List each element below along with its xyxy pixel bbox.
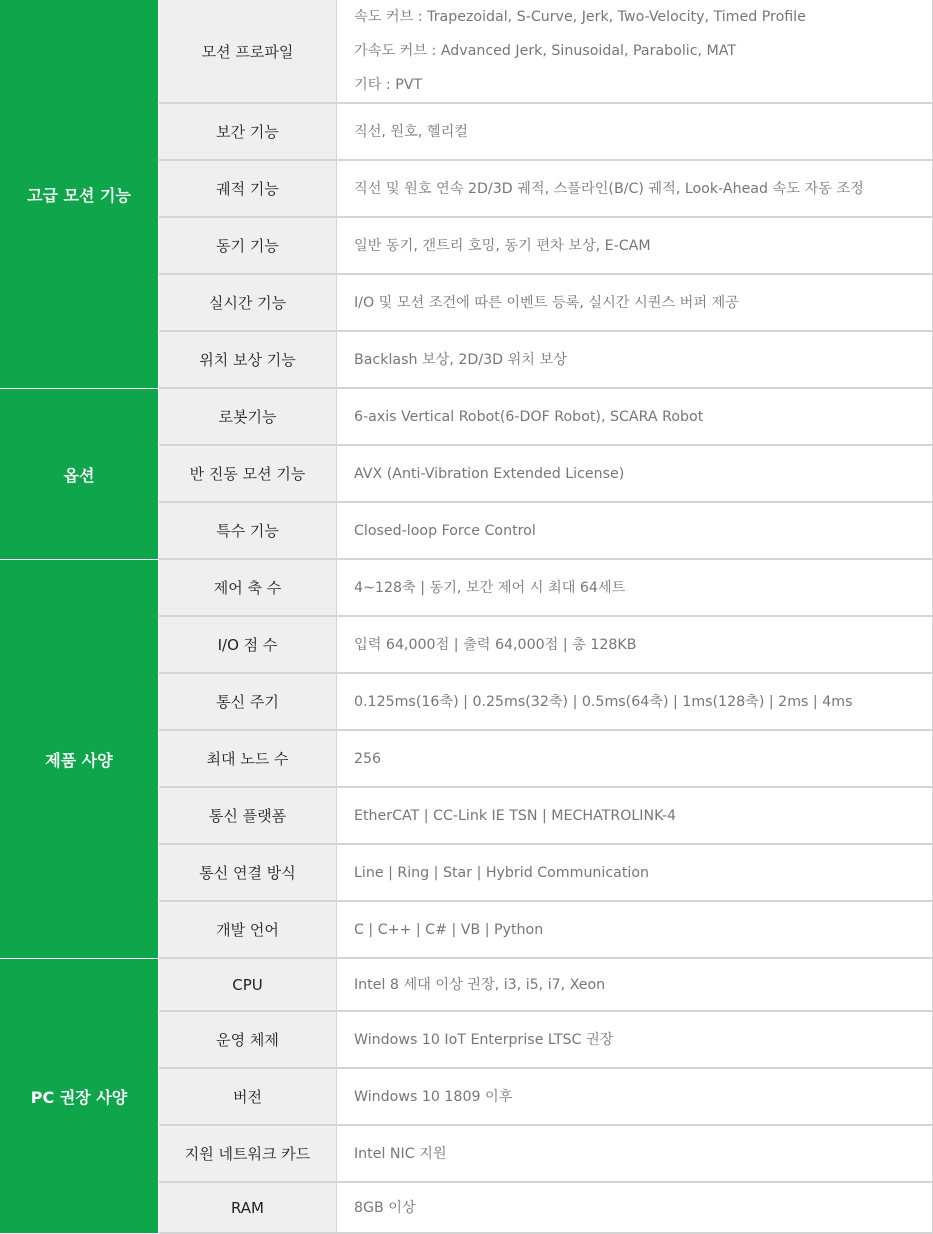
category-cell: 제품 사양: [0, 560, 158, 959]
row-value: [337, 845, 933, 902]
value-line: Line | Ring | Star | Hybrid Communication: [354, 864, 650, 881]
value-line: I/O 및 모션 조건에 따른 이벤트 등록, 실시간 시퀀스 버퍼 제공: [354, 294, 739, 311]
row-label: 지원 네트워크 카드: [159, 1126, 337, 1183]
row-label: 보간 기능: [159, 104, 337, 161]
row-value: [337, 218, 933, 275]
row-value: [337, 731, 933, 788]
row-label: 제어 축 수: [159, 560, 337, 617]
category-cell: 고급 모션 기능: [0, 0, 158, 389]
value-line: Backlash 보상, 2D/3D 위치 보상: [354, 351, 567, 368]
row-value: [337, 1069, 933, 1126]
value-line: Windows 10 IoT Enterprise LTSC 권장: [354, 1031, 614, 1048]
row-label: 모션 프로파일: [159, 0, 337, 104]
category-cell: PC 권장 사양: [0, 959, 158, 1234]
value-line: AVX (Anti-Vibration Extended License): [354, 465, 625, 482]
row-label: 통신 플랫폼: [159, 788, 337, 845]
row-label: 운영 체제: [159, 1012, 337, 1069]
row-value: [337, 560, 933, 617]
value-line: Intel 8 세대 이상 권장, i3, i5, i7, Xeon: [354, 976, 606, 993]
row-label: 최대 노드 수: [159, 731, 337, 788]
value-line: 256: [354, 750, 382, 767]
row-value: [337, 446, 933, 503]
row-value: [337, 902, 933, 959]
value-line: C | C++ | C# | VB | Python: [354, 921, 544, 938]
row-label: 위치 보상 기능: [159, 332, 337, 389]
row-label: 동기 기능: [159, 218, 337, 275]
row-label: 로봇기능: [159, 389, 337, 446]
row-value: [337, 1126, 933, 1183]
row-label: 실시간 기능: [159, 275, 337, 332]
row-label: 버전: [159, 1069, 337, 1126]
value-line: 기타 : PVT: [354, 77, 423, 93]
row-label: 개발 언어: [159, 902, 337, 959]
value-line: 입력 64,000점 | 출력 64,000점 | 총 128KB: [354, 636, 637, 653]
value-line: EtherCAT | CC-Link IE TSN | MECHATROLINK-4: [354, 807, 677, 824]
row-value: [337, 161, 933, 218]
value-line: 4~128축 | 동기, 보간 제어 시 최대 64세트: [354, 579, 626, 596]
row-label: RAM: [159, 1183, 337, 1234]
row-label: I/O 점 수: [159, 617, 337, 674]
category-cell: 옵션: [0, 389, 158, 560]
row-value: [337, 503, 933, 560]
row-label: CPU: [159, 959, 337, 1012]
row-value: [337, 1012, 933, 1069]
value-line: 6-axis Vertical Robot(6-DOF Robot), SCARA Robot: [354, 408, 704, 425]
value-line: 속도 커브 : Trapezoidal, S-Curve, Jerk, Two-Velocity, Timed Profile: [354, 9, 806, 25]
value-line: 일반 동기, 갠트리 호밍, 동기 편차 보상, E-CAM: [354, 237, 651, 254]
value-line: Intel NIC 지원: [354, 1145, 447, 1162]
row-value: [337, 389, 933, 446]
row-label: 반 진동 모션 기능: [159, 446, 337, 503]
row-label: 통신 연결 방식: [159, 845, 337, 902]
row-value: [337, 104, 933, 161]
value-line: 직선, 원호, 헬리컬: [354, 123, 468, 140]
row-label: 통신 주기: [159, 674, 337, 731]
row-value: [337, 617, 933, 674]
value-line: 8GB 이상: [354, 1199, 416, 1216]
row-value: [337, 674, 933, 731]
row-value: [337, 275, 933, 332]
value-line: Closed-loop Force Control: [354, 522, 536, 539]
row-value: [337, 959, 933, 1012]
value-line: 가속도 커브 : Advanced Jerk, Sinusoidal, Parabolic, MAT: [354, 43, 737, 59]
row-value: [337, 788, 933, 845]
row-value: [337, 332, 933, 389]
row-label: 특수 기능: [159, 503, 337, 560]
value-line: 0.125ms(16축) | 0.25ms(32축) | 0.5ms(64축) | 1ms(128축) | 2ms | 4ms: [354, 693, 853, 710]
value-line: Windows 10 1809 이후: [354, 1088, 513, 1105]
row-label: 궤적 기능: [159, 161, 337, 218]
row-value: [337, 0, 933, 104]
value-line: 직선 및 원호 연속 2D/3D 궤적, 스플라인(B/C) 궤적, Look-Ahead 속도 자동 조정: [354, 180, 864, 197]
row-value: [337, 1183, 933, 1234]
